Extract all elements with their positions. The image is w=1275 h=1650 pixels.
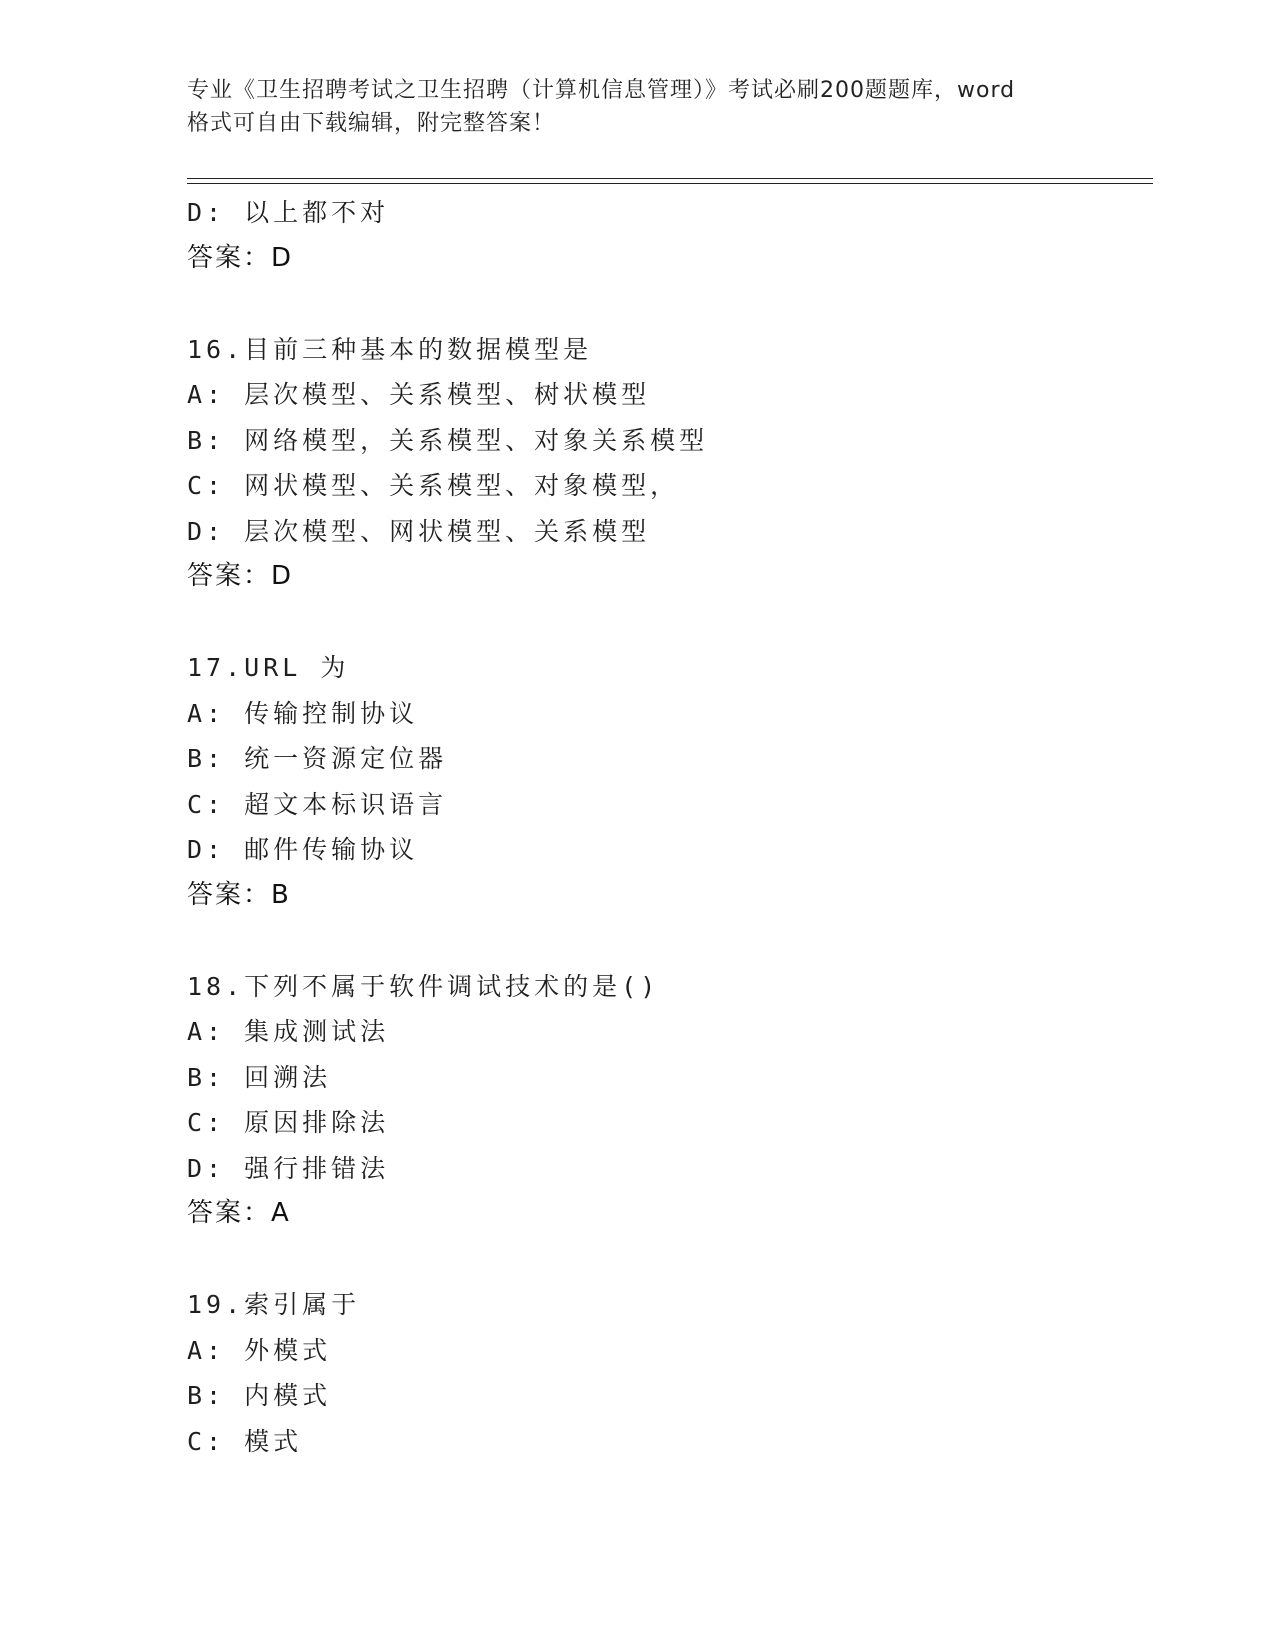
header-divider-top [187, 178, 1153, 179]
option-a: A: 层次模型、关系模型、树状模型 [187, 380, 651, 409]
header-line-1: 专业《卫生招聘考试之卫生招聘（计算机信息管理）》考试必刷200题题库，word [187, 78, 1016, 103]
answer: 答案：A [187, 1198, 291, 1228]
option-b: B: 回溯法 [187, 1062, 332, 1092]
option-a: A: 传输控制协议 [187, 698, 419, 728]
option-d: D: 层次模型、网状模型、关系模型 [187, 516, 651, 546]
question-18 [187, 964, 1153, 1237]
answer: 答案：D [187, 561, 294, 591]
option-a: A: 集成测试法 [187, 1017, 390, 1046]
option-c: C: 网状模型、关系模型、对象模型， [187, 471, 680, 500]
option-c: C: 模式 [187, 1426, 303, 1456]
document-header [187, 74, 1087, 140]
option-b: B: 内模式 [187, 1381, 332, 1410]
option-c: C: 原因排除法 [187, 1108, 390, 1137]
answer: 答案：B [187, 879, 291, 910]
option-d: D: 强行排错法 [187, 1153, 390, 1183]
question-title: 16.目前三种基本的数据模型是 [187, 334, 593, 364]
question-title: 17.URL 为 [187, 653, 350, 682]
previous-answer: 答案：D [187, 242, 294, 273]
option-b: B: 网络模型，关系模型、对象关系模型 [187, 425, 709, 455]
spacer [187, 281, 1153, 327]
question-17 [187, 645, 1153, 918]
spacer [187, 600, 1153, 646]
option-d: D: 邮件传输协议 [187, 835, 419, 864]
header-divider-bottom [187, 183, 1153, 184]
spacer [187, 1237, 1153, 1283]
option-b: B: 统一资源定位器 [187, 744, 448, 773]
option-a: A: 外模式 [187, 1335, 332, 1365]
question-content [187, 190, 1153, 1464]
question-19 [187, 1282, 1153, 1464]
question-title: 18.下列不属于软件调试技术的是() [187, 971, 660, 1001]
question-title: 19.索引属于 [187, 1290, 361, 1319]
spacer [187, 918, 1153, 964]
previous-option-d: D: 以上都不对 [187, 198, 390, 227]
option-c: C: 超文本标识语言 [187, 789, 448, 819]
question-16 [187, 327, 1153, 600]
header-line-2: 格式可自由下载编辑，附完整答案！ [187, 111, 556, 136]
